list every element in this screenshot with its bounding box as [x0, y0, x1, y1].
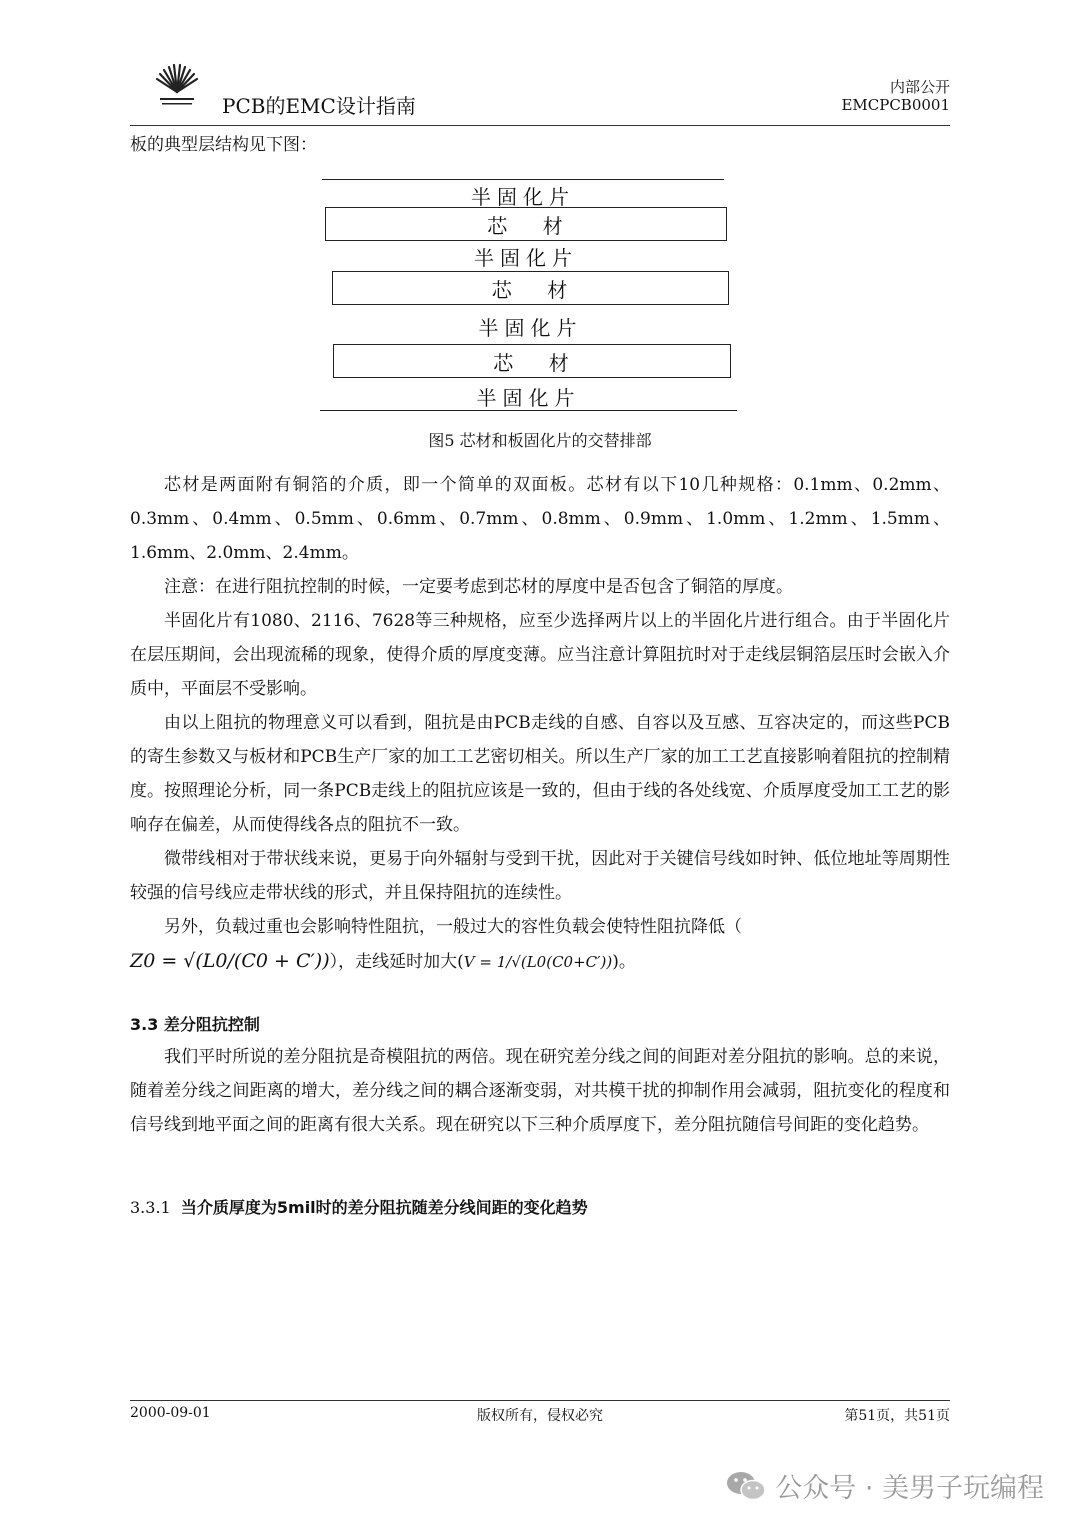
classification-label: 内部公开 [889, 78, 950, 96]
intro-line: 板的典型层结构见下图： [130, 135, 317, 155]
figure-caption: 图5 芯材和板固化片的交替排部 [428, 431, 652, 450]
paragraph-formulas [130, 944, 950, 979]
watermark-text: 公众号 · 美男子玩编程 [775, 1473, 1044, 1504]
layer-bottom-rule [320, 410, 737, 411]
paragraph-impedance-meaning: 由以上阻抗的物理意义可以看到，阻抗是由PCB走线的自感、自容以及互感、互容决定的，而这些PCB的寄生参数又与板材和PCB生产厂家的加工工艺密切相关。所以生产厂家的加工工艺直接影响着阻抗的控制精度。按照理论分析，同一条PCB走线上的阻抗应该是一致的，但由于线的各处线宽、介质厚度受加工工艺的影响存在偏差，从而使得线各点的阻抗不一致。 [130, 713, 950, 835]
layer-core-3-label: 芯 材 [493, 350, 571, 375]
section-number: 3.3.1 [130, 1198, 171, 1217]
paragraph-microstrip: 微带线相对于带状线来说，更易于向外辐射与受到干扰，因此对于关键信号线如时钟、低位地址等周期性较强的信号线应走带状线的形式，并且保持阻抗的连续性。 [130, 849, 950, 903]
formula-text-end: )。 [612, 952, 636, 972]
layer-prepreg-2: 半固化片 [474, 246, 578, 270]
formula-text-mid: ），走线延时加大( [329, 952, 464, 972]
paragraph-core-material: 芯材是两面附有铜箔的介质，即一个简单的双面板。芯材有以下10几种规格：0.1mm、0.2mm、0.3mm、0.4mm、0.5mm、0.6mm、0.7mm、0.8mm、0.9mm、1.0mm、1.2mm、1.5mm、1.6mm、2.0mm、2.4mm。 [130, 475, 950, 563]
section-title: 当介质厚度为5mil时的差分阻抗随差分线间距的变化趋势 [180, 1198, 588, 1217]
footer-page: 第51页，共51页 [844, 1408, 950, 1424]
layer-prepreg-4: 半固化片 [476, 386, 581, 410]
layer-top-rule [322, 179, 724, 180]
layer-prepreg-3: 半固化片 [478, 316, 583, 340]
company-logo [152, 62, 202, 108]
paragraph-prepreg: 半固化片有1080、2116、7628等三种规格，应至少选择两片以上的半固化片进行组合。由于半固化片在层压期间，会出现流稀的现象，使得介质的厚度变薄。应当注意计算阻抗时对于走线层铜箔层压时会嵌入介质中，平面层不受影响。 [130, 611, 950, 699]
paragraph-load: 另外，负载过重也会影响特性阻抗，一般过大的容性负载会使特性阻抗降低（ [164, 917, 742, 937]
section-3-3-body [130, 1040, 950, 1142]
document-code: EMCPCB0001 [841, 96, 950, 114]
footer-rule [130, 1400, 950, 1401]
layer-core-1-label: 芯 材 [487, 213, 565, 238]
footer-copyright: 版权所有，侵权必究 [477, 1408, 603, 1424]
wechat-icon [725, 1468, 767, 1504]
layer-core-2-label: 芯 材 [491, 277, 570, 302]
section-heading-3-3-1 [130, 1195, 588, 1218]
watermark [725, 1466, 1044, 1505]
document-title: PCB的EMC设计指南 [222, 94, 416, 118]
layer-core-2 [332, 271, 729, 305]
layer-prepreg-1: 半固化片 [471, 185, 575, 209]
body-section [130, 468, 950, 979]
layer-core-3 [333, 344, 731, 378]
paragraph-note: 注意：在进行阻抗控制的时候，一定要考虑到芯材的厚度中是否包含了铜箔的厚度。 [164, 577, 793, 597]
header-rule [130, 125, 950, 126]
formula-v: V = 1/√(L0(C0+C′)) [463, 953, 613, 971]
section-heading-3-3: 3.3 差分阻抗控制 [130, 1015, 260, 1034]
paragraph-differential: 我们平时所说的差分阻抗是奇模阻抗的两倍。现在研究差分线之间的间距对差分阻抗的影响。总的来说，随着差分线之间距离的增大，差分线之间的耦合逐渐变弱，对共模干扰的抑制作用会减弱，阻抗变化的程度和信号线到地平面之间的距离有很大关系。现在研究以下三种介质厚度下，差分阻抗随信号间距的变化趋势。 [130, 1047, 950, 1135]
layer-core-1 [325, 207, 727, 241]
footer-date: 2000-09-01 [130, 1405, 211, 1421]
formula-z0: Z0 = √(L0/(C0 + C′)) [130, 950, 330, 972]
